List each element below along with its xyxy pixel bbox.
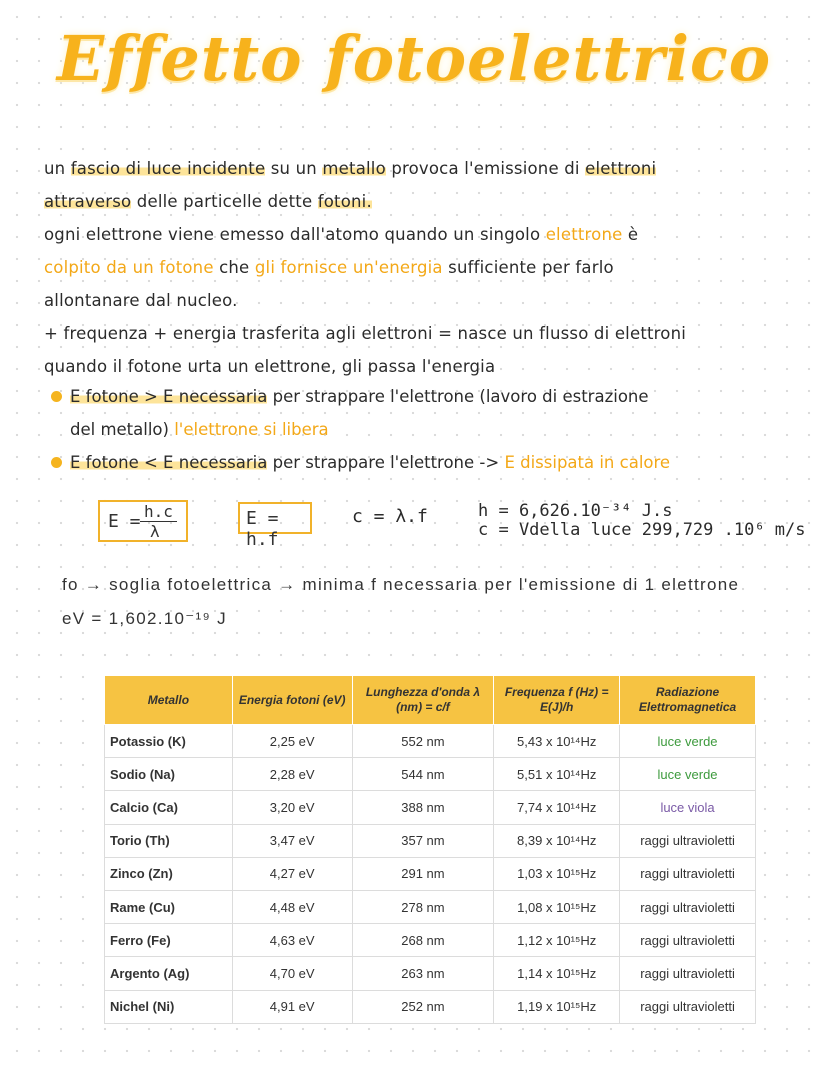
bullet-item-1 (50, 380, 670, 413)
cell-frequency: 8,39 x 10¹⁴Hz (494, 824, 620, 857)
text: delle particelle dette (131, 192, 318, 211)
formula-denominator: λ (150, 522, 160, 541)
cell-wavelength: 544 nm (352, 758, 494, 791)
intro-line-3 (44, 218, 804, 251)
text: provoca l'emissione di (385, 159, 586, 178)
formula-e-hc-lambda (98, 500, 188, 542)
cell-frequency: 1,19 x 10¹⁵Hz (494, 990, 620, 1023)
highlight-metal: metallo (322, 159, 386, 178)
cell-metal: Nichel (Ni) (105, 990, 233, 1023)
intro-line-4 (44, 251, 804, 284)
bullet-dot-icon (51, 391, 62, 402)
cell-radiation: luce viola (620, 791, 756, 824)
cell-energy: 4,27 eV (232, 857, 352, 890)
table-row (105, 758, 756, 791)
highlight-e-less: E fotone < E necessaria (70, 453, 268, 472)
cell-frequency: 1,12 x 10¹⁵Hz (494, 924, 620, 957)
highlight-through: attraverso (44, 192, 132, 211)
cell-radiation: raggi ultravioletti (620, 824, 756, 857)
highlight-beam: fascio di luce incidente (70, 159, 266, 178)
cell-wavelength: 388 nm (352, 791, 494, 824)
ev-line: eV = 1,602.10⁻¹⁹ J (62, 609, 227, 628)
table-row (105, 957, 756, 990)
table-header-row (105, 676, 756, 725)
bullet-list (50, 380, 670, 479)
cell-metal: Sodio (Na) (105, 758, 233, 791)
cell-energy: 2,25 eV (232, 725, 352, 758)
orange-energy: gli fornisce un'energia (254, 258, 443, 277)
text: ogni elettrone viene emesso dall'atomo quando un singolo (44, 225, 546, 244)
cell-frequency: 7,74 x 10¹⁴Hz (494, 791, 620, 824)
text: che (213, 258, 255, 277)
cell-frequency: 1,03 x 10¹⁵Hz (494, 857, 620, 890)
intro-line-5: allontanare dal nucleo. (44, 291, 238, 310)
constants (478, 502, 806, 540)
cell-frequency: 1,08 x 10¹⁵Hz (494, 890, 620, 923)
text: del metallo) (70, 420, 175, 439)
highlight-electrons: elettroni (585, 159, 657, 178)
cell-wavelength: 252 nm (352, 990, 494, 1023)
page-title: Effetto fotoelettrico (56, 22, 772, 95)
table-row (105, 890, 756, 923)
cell-metal: Torio (Th) (105, 824, 233, 857)
table-row (105, 824, 756, 857)
cell-radiation: raggi ultravioletti (620, 890, 756, 923)
col-header-wavelength: Lunghezza d'onda λ (nm) = c/f (352, 676, 494, 725)
cell-energy: 4,91 eV (232, 990, 352, 1023)
cell-wavelength: 552 nm (352, 725, 494, 758)
metals-table (104, 675, 756, 1024)
formula-numerator: h.c (140, 502, 177, 522)
cell-radiation: raggi ultravioletti (620, 924, 756, 957)
cell-energy: 3,47 eV (232, 824, 352, 857)
cell-wavelength: 291 nm (352, 857, 494, 890)
highlight-photons: fotoni. (317, 192, 372, 211)
bullet-item-1-cont (50, 413, 670, 446)
cell-metal: Rame (Cu) (105, 890, 233, 923)
text: sufficiente per farlo (442, 258, 614, 277)
intro-line-1 (44, 152, 804, 185)
cell-energy: 2,28 eV (232, 758, 352, 791)
cell-radiation: raggi ultravioletti (620, 857, 756, 890)
text: su un (265, 159, 323, 178)
col-header-radiation: Radiazione Elettromagnetica (620, 676, 756, 725)
orange-heat: E dissipata in calore (504, 453, 671, 472)
cell-metal: Calcio (Ca) (105, 791, 233, 824)
planck-constant: h = 6,626.10⁻³⁴ J.s (478, 501, 673, 521)
table-row (105, 857, 756, 890)
cell-wavelength: 357 nm (352, 824, 494, 857)
intro-line-6: + frequenza + energia trasferita agli elettroni = nasce un flusso di elettroni (44, 324, 687, 343)
cell-wavelength: 263 nm (352, 957, 494, 990)
cell-frequency: 1,14 x 10¹⁵Hz (494, 957, 620, 990)
threshold-line: fo → soglia fotoelettrica → minima f necessaria per l'emissione di 1 elettrone (62, 575, 740, 594)
cell-energy: 4,70 eV (232, 957, 352, 990)
cell-frequency: 5,51 x 10¹⁴Hz (494, 758, 620, 791)
highlight-e-greater: E fotone > E necessaria (70, 387, 268, 406)
cell-metal: Argento (Ag) (105, 957, 233, 990)
light-speed: c = Vdella luce 299,729 .10⁶ m/s (478, 520, 806, 540)
intro-line-2 (44, 185, 804, 218)
cell-radiation: raggi ultravioletti (620, 990, 756, 1023)
table-row (105, 791, 756, 824)
formula-row (0, 498, 828, 550)
cell-energy: 3,20 eV (232, 791, 352, 824)
cell-wavelength: 278 nm (352, 890, 494, 923)
formula-c-lambda-f: c = λ.f (352, 506, 428, 527)
intro-line-7: quando il fotone urta un elettrone, gli passa l'energia (44, 357, 496, 376)
col-header-energy: Energia fotoni (eV) (232, 676, 352, 725)
cell-radiation: luce verde (620, 725, 756, 758)
cell-energy: 4,48 eV (232, 890, 352, 923)
intro-notes (44, 152, 804, 383)
orange-electron-free: l'elettrone si libera (174, 420, 329, 439)
cell-metal: Ferro (Fe) (105, 924, 233, 957)
cell-metal: Zinco (Zn) (105, 857, 233, 890)
table-row (105, 990, 756, 1023)
cell-energy: 4,63 eV (232, 924, 352, 957)
text: per strappare l'elettrone -> (267, 453, 505, 472)
cell-frequency: 5,43 x 10¹⁴Hz (494, 725, 620, 758)
formula-lhs: E = (108, 511, 141, 532)
text: per strappare l'elettrone (lavoro di estrazione (267, 387, 649, 406)
bullet-item-2 (50, 446, 670, 479)
cell-radiation: raggi ultravioletti (620, 957, 756, 990)
table-row (105, 924, 756, 957)
table-row (105, 725, 756, 758)
cell-metal: Potassio (K) (105, 725, 233, 758)
orange-electron: elettrone (545, 225, 623, 244)
text: è (622, 225, 639, 244)
threshold-note (62, 568, 739, 636)
orange-hit: colpito da un fotone (44, 258, 214, 277)
cell-radiation: luce verde (620, 758, 756, 791)
text: un (44, 159, 71, 178)
bullet-dot-icon (51, 457, 62, 468)
col-header-metal: Metallo (105, 676, 233, 725)
formula-e-hf: E = h.f (238, 502, 312, 534)
cell-wavelength: 268 nm (352, 924, 494, 957)
col-header-frequency: Frequenza f (Hz) = E(J)/h (494, 676, 620, 725)
